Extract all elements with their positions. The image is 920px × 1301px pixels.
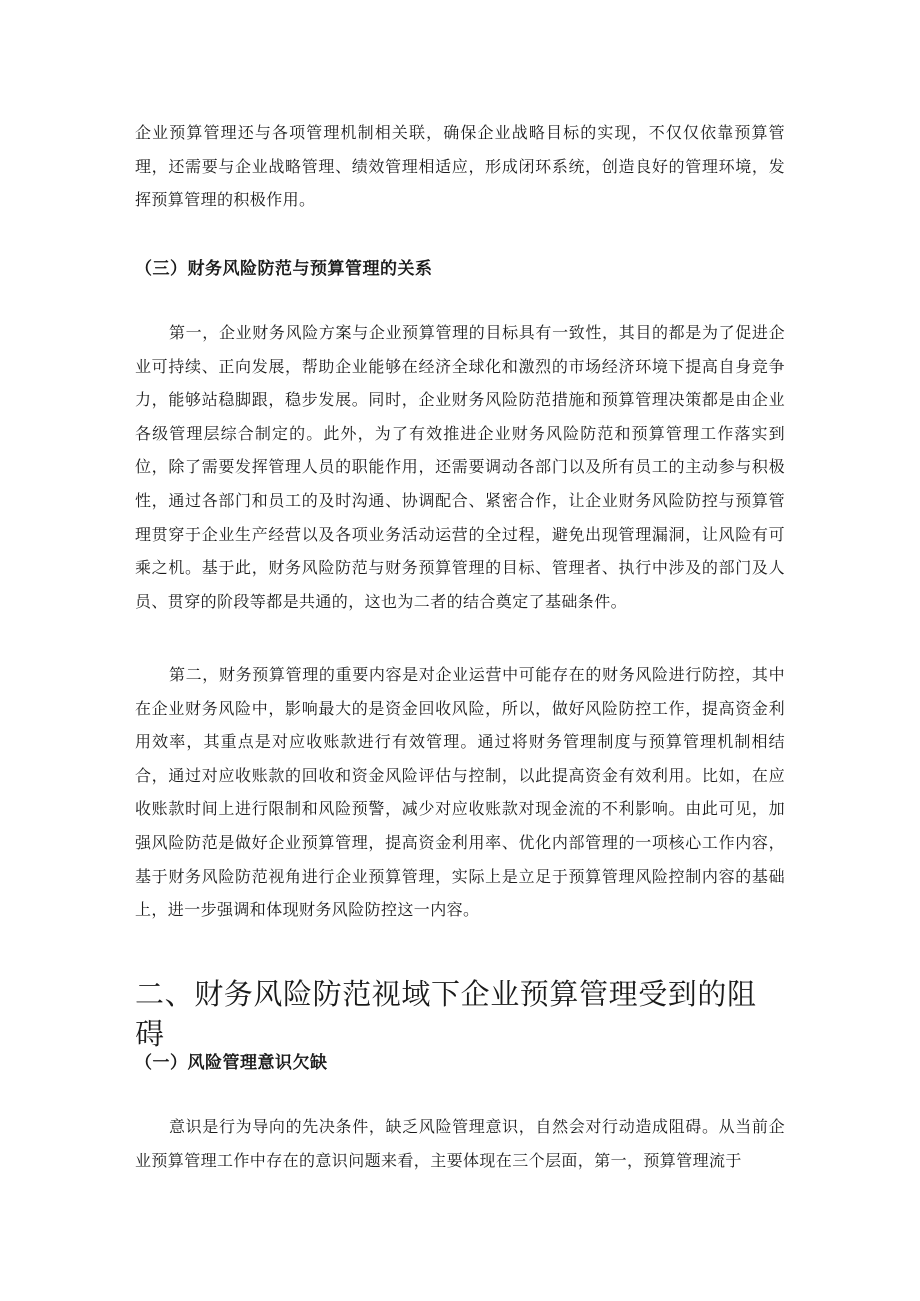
subsection-heading-relationship: （三）财务风险防范与预算管理的关系 — [135, 259, 433, 279]
relationship-paragraph-first: 第一，企业财务风险方案与企业预算管理的目标具有一致性，其目的都是为了促进企业可持续、正向发展，帮助企业能够在经济全球化和激烈的市场经济环境下提高自身竞争力，能够站稳脚跟，稳步发展。同时，企业财务风险防范措施和预算管理决策都是由企业各级管理层综合制定的。此外，为了有效推进企业财务风险防范和预算管理工作落实到位，除了需要发挥管理人员的职能作用，还需要调动各部门以及所有员工的主动参与积极性，通过各部门和员工的及时沟通、协调配合、紧密合作，让企业财务风险防控与预算管理贯穿于企业生产经营以及各项业务活动运营的全过程，避免出现管理漏洞，让风险有可乘之机。基于此，财务风险防范与财务预算管理的目标、管理者、执行中涉及的部门及人员、贯穿的阶段等都是共通的，这也为二者的结合奠定了基础条件。 — [135, 323, 785, 611]
subsection-heading-risk-awareness: （一）风险管理意识欠缺 — [135, 1053, 328, 1073]
risk-awareness-paragraph: 意识是行为导向的先决条件，缺乏风险管理意识，自然会对行动造成阻碍。从当前企业预算管理工作中存在的意识问题来看，主要体现在三个层面，第一，预算管理流于 — [135, 1117, 785, 1170]
section-heading-obstacles: 二、财务风险防范视域下企业预算管理受到的阻碍 — [135, 977, 757, 1051]
intro-paragraph: 企业预算管理还与各项管理机制相关联，确保企业战略目标的实现，不仅仅依靠预算管理，还需要与企业战略管理、绩效管理相适应，形成闭环系统，创造良好的管理环境，发挥预算管理的积极作用。 — [135, 123, 785, 210]
relationship-paragraph-second: 第二，财务预算管理的重要内容是对企业运营中可能存在的财务风险进行防控，其中在企业财务风险中，影响最大的是资金回收风险，所以，做好风险防控工作，提高资金利用效率，其重点是对应收账款进行有效管理。通过将财务管理制度与预算管理机制相结合，通过对应收账款的回收和资金风险评估与控制，以此提高资金有效利用。比如，在应收账款时间上进行限制和风险预警，减少对应收账款对现金流的不利影响。由此可见，加强风险防范是做好企业预算管理，提高资金利用率、优化内部管理的一项核心工作内容，基于财务风险防范视角进行企业预算管理，实际上是立足于预算管理风险控制内容的基础上，进一步强调和体现财务风险防控这一内容。 — [135, 665, 785, 920]
